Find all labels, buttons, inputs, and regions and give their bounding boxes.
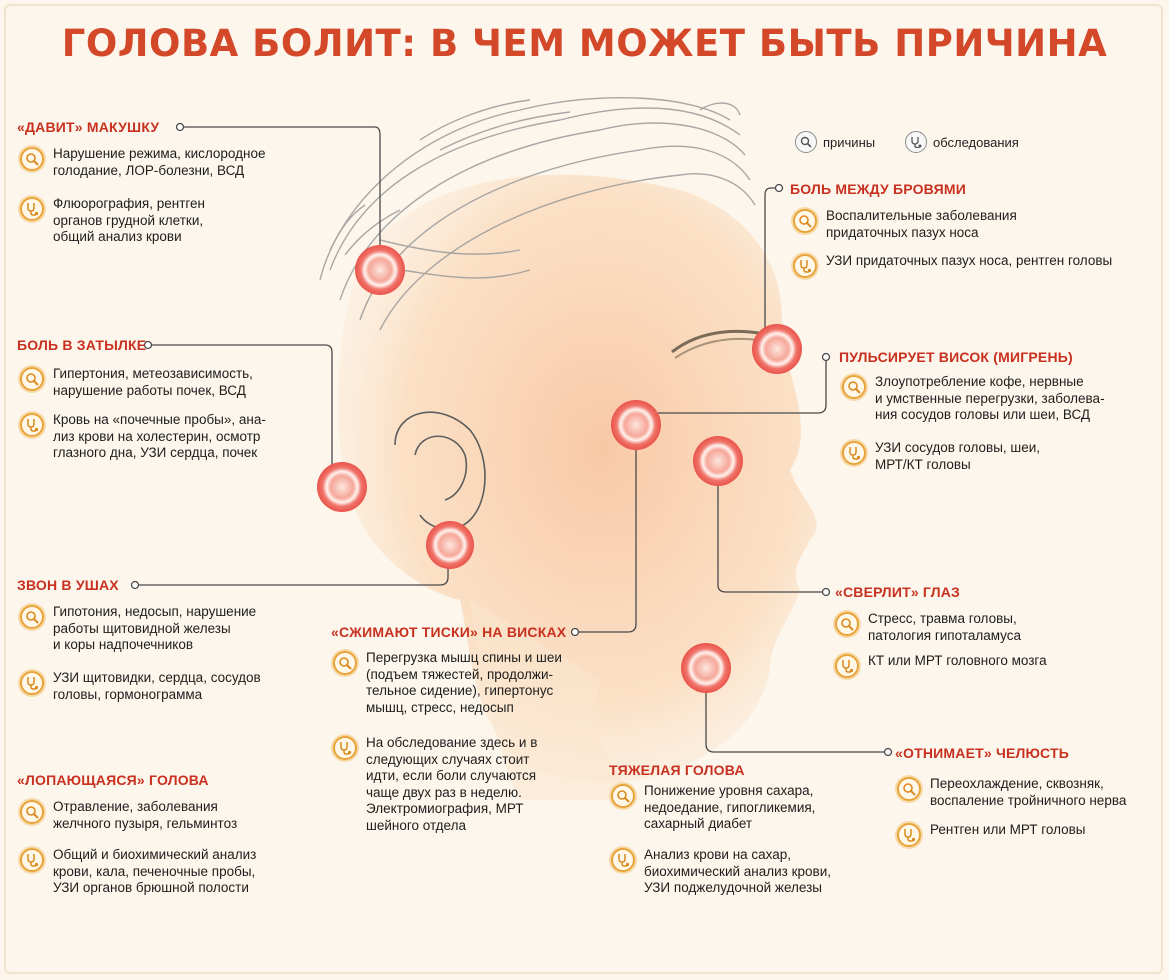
brows-exam-text: УЗИ придаточных пазух носа, рентген головы (826, 253, 1113, 268)
stethoscope-icon (793, 254, 817, 278)
occiput-cause-text: Гипертония, метеозависимость, нарушение работы почек, ВСД (53, 366, 253, 398)
ears-exam-text: УЗИ щитовидки, сердца, сосудов головы, гормонограмма (53, 670, 261, 702)
heavy-cause (611, 783, 815, 833)
pain-point-eye (693, 436, 743, 486)
crown-cause-text: Нарушение режима, кислородное голодание, ЛОР-болезни, ВСД (53, 146, 266, 178)
occiput-cause (20, 366, 253, 399)
heavy-exam-text: Анализ крови на сахар, биохимический анализ крови, УЗИ поджелудочной железы (644, 847, 831, 895)
heading-crown: «ДАВИТ» МАКУШКУ (17, 119, 160, 135)
heading-jaw: «ОТНИМАЕТ» ЧЕЛЮСТЬ (895, 745, 1069, 761)
eye-cause-text: Стресс, травма головы, патология гипоталамуса (868, 611, 1022, 643)
stethoscope-icon (842, 441, 866, 465)
crown-exam-text: Флюорография, рентген органов грудной клетки, общий анализ крови (53, 196, 205, 244)
magnifier-icon (611, 784, 635, 808)
occiput-exam (20, 412, 266, 462)
magnifier-icon (20, 147, 44, 171)
pain-point-crown (355, 245, 405, 295)
legend-exams-label: обследования (933, 134, 1019, 150)
bursting-exam (20, 847, 256, 897)
temple-cause-text: Злоупотребление кофе, нервные и умственные перегрузки, заболева- ния сосудов головы или шеи, ВСД (875, 374, 1105, 422)
legend-exams (905, 131, 1019, 153)
heading-occiput: БОЛЬ В ЗАТЫЛКЕ (17, 337, 147, 353)
bursting-exam-text: Общий и биохимический анализ крови, кала, печеночные пробы, УЗИ органов брюшной полости (53, 847, 257, 895)
occiput-exam-text: Кровь на «почечные пробы», ана- лиз крови на холестерин, осмотр глазного дна, УЗИ сердца, почек (53, 412, 266, 460)
brows-cause-text: Воспалительные заболевания придаточных пазух носа (826, 208, 1017, 240)
pain-point-brows (752, 324, 802, 374)
eye-exam (835, 653, 1047, 678)
jaw-exam (897, 822, 1086, 847)
stethoscope-icon (333, 736, 357, 760)
ears-exam (20, 670, 261, 703)
pain-point-temple (611, 400, 661, 450)
vise-cause (333, 650, 562, 716)
stethoscope-icon (897, 823, 921, 847)
magnifier-icon (333, 651, 357, 675)
vise-exam (333, 735, 537, 834)
ears-cause (20, 604, 256, 654)
magnifier-icon (897, 777, 921, 801)
vise-cause-text: Перегрузка мышц спины и шеи (подъем тяжестей, продолжи- тельное сидение), гипертонус мышц, стресс, недосып (366, 650, 562, 715)
temple-exam-text: УЗИ сосудов головы, шеи, МРТ/КТ головы (875, 440, 1041, 472)
crown-exam (20, 196, 205, 246)
stethoscope-icon (835, 654, 859, 678)
heading-vise: «СЖИМАЮТ ТИСКИ» НА ВИСКАХ (331, 624, 567, 640)
jaw-exam-text: Рентген или МРТ головы (930, 822, 1086, 837)
magnifier-icon (842, 375, 866, 399)
stethoscope-icon (905, 131, 927, 153)
magnifier-icon (20, 800, 44, 824)
pain-point-ear (426, 521, 474, 569)
magnifier-icon (835, 612, 859, 636)
pain-point-occiput (317, 462, 367, 512)
magnifier-icon (20, 605, 44, 629)
ears-cause-text: Гипотония, недосып, нарушение работы щитовидной железы и коры надпочечников (53, 604, 257, 652)
vise-exam-text: На обследование здесь и в следующих случаях стоит идти, если боли случаются чаще двух раз в неделю. Электромиография, МРТ шейного отдела (366, 735, 538, 833)
heading-eye: «СВЕРЛИТ» ГЛАЗ (835, 584, 961, 600)
temple-cause (842, 374, 1105, 424)
magnifier-icon (793, 209, 817, 233)
heading-heavy: ТЯЖЕЛАЯ ГОЛОВА (609, 762, 745, 778)
heading-temple: ПУЛЬСИРУЕТ ВИСОК (МИГРЕНЬ) (839, 349, 1073, 365)
heavy-exam (611, 847, 831, 897)
stethoscope-icon (20, 413, 44, 437)
stethoscope-icon (20, 671, 44, 695)
legend-causes (795, 131, 875, 153)
heading-ears: ЗВОН В УШАХ (17, 577, 119, 593)
brows-cause (793, 208, 1017, 241)
temple-exam (842, 440, 1040, 473)
stethoscope-icon (611, 848, 635, 872)
jaw-cause (897, 776, 1126, 809)
page-title: ГОЛОВА БОЛИТ: В ЧЕМ МОЖЕТ БЫТЬ ПРИЧИНА (61, 22, 1108, 65)
bursting-cause-text: Отравление, заболевания желчного пузыря, гельминтоз (53, 799, 238, 831)
magnifier-icon (795, 131, 817, 153)
magnifier-icon (20, 367, 44, 391)
eye-exam-text: КТ или МРТ головного мозга (868, 653, 1047, 668)
eye-cause (835, 611, 1021, 644)
heading-bursting: «ЛОПАЮЩАЯСЯ» ГОЛОВА (17, 772, 209, 788)
stethoscope-icon (20, 197, 44, 221)
legend-causes-label: причины (823, 134, 876, 150)
stethoscope-icon (20, 848, 44, 872)
heading-brows: БОЛЬ МЕЖДУ БРОВЯМИ (790, 181, 967, 197)
pain-point-jaw (681, 643, 731, 693)
heavy-cause-text: Понижение уровня сахара, недоедание, гипогликемия, сахарный диабет (644, 783, 816, 831)
brows-exam (793, 253, 1112, 278)
jaw-cause-text: Переохлаждение, сквозняк, воспаление тройничного нерва (930, 776, 1127, 808)
bursting-cause (20, 799, 237, 832)
crown-cause (20, 146, 266, 179)
